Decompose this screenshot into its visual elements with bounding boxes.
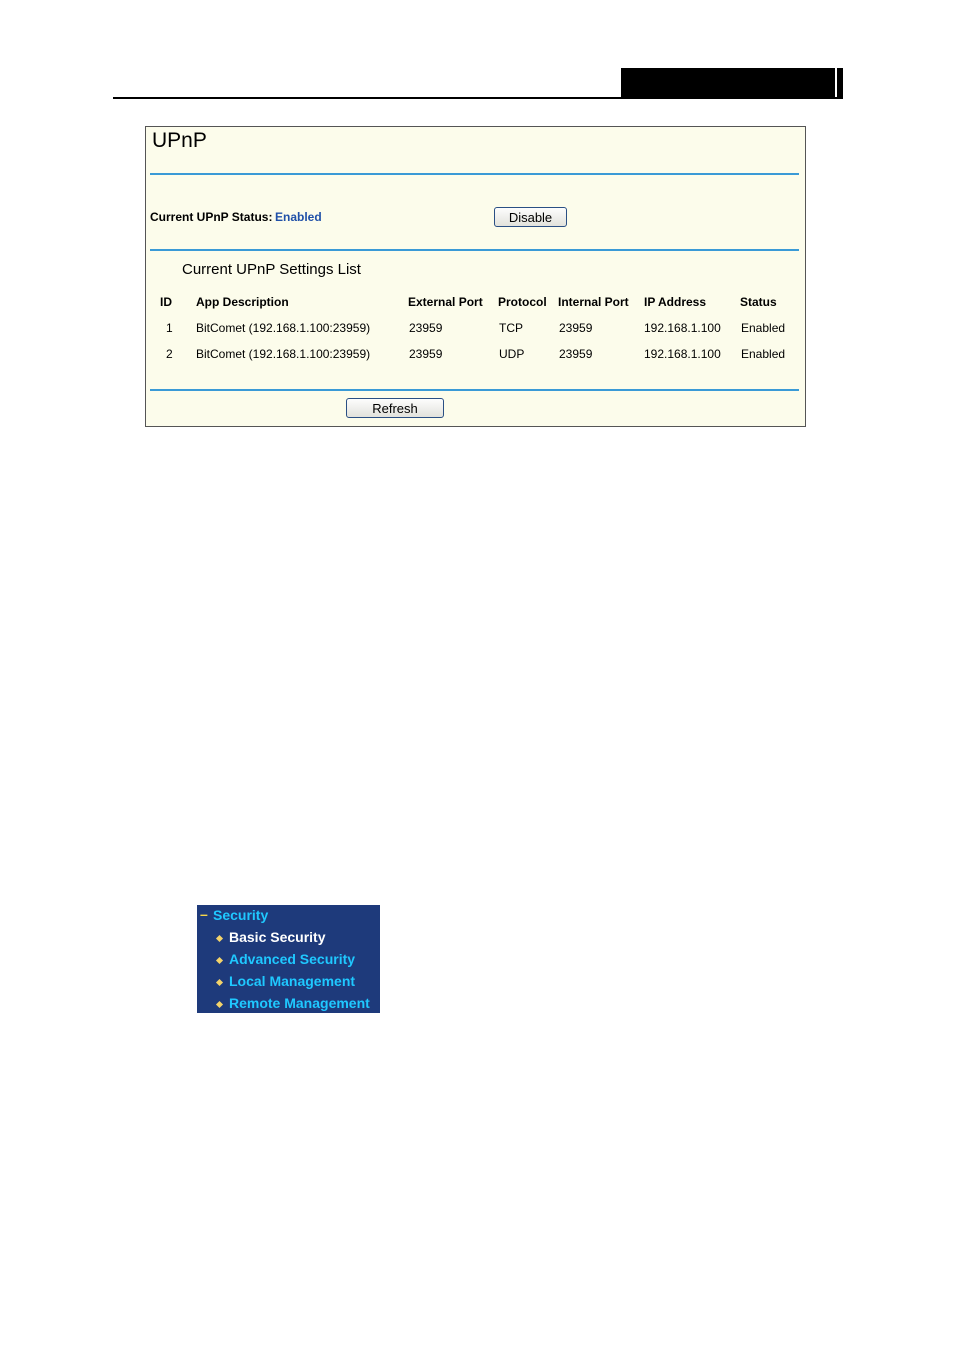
column-header-ip-address: IP Address bbox=[644, 295, 707, 309]
refresh-button[interactable]: Refresh bbox=[346, 398, 444, 418]
cell-protocol: TCP bbox=[499, 321, 523, 335]
upnp-status-value: Enabled bbox=[275, 210, 322, 224]
cell-app-description: BitComet (192.168.1.100:23959) bbox=[196, 321, 371, 335]
cell-internal-port: 23959 bbox=[559, 347, 593, 361]
header-rule bbox=[113, 97, 843, 99]
cell-id: 2 bbox=[166, 347, 173, 361]
cell-status: Enabled bbox=[741, 347, 786, 361]
disable-button[interactable]: Disable bbox=[494, 207, 567, 227]
header-black-bar bbox=[621, 68, 843, 99]
cell-internal-port: 23959 bbox=[559, 321, 593, 335]
menu-item-basic-security[interactable]: Basic Security bbox=[229, 929, 326, 945]
collapse-minus-icon[interactable]: – bbox=[200, 906, 208, 922]
cell-ip-address: 192.168.1.100 bbox=[644, 321, 721, 335]
cell-ip-address: 192.168.1.100 bbox=[644, 347, 721, 361]
upnp-panel bbox=[145, 126, 806, 427]
column-header-app-description: App Description bbox=[196, 295, 289, 309]
divider-bottom bbox=[150, 389, 799, 391]
column-header-external-port: External Port bbox=[408, 295, 483, 309]
cell-app-description: BitComet (192.168.1.100:23959) bbox=[196, 347, 371, 361]
cell-external-port: 23959 bbox=[409, 347, 443, 361]
bullet-diamond-icon bbox=[216, 957, 223, 964]
column-header-protocol: Protocol bbox=[498, 295, 547, 309]
page-title: UPnP bbox=[152, 129, 207, 152]
cell-status: Enabled bbox=[741, 321, 786, 335]
upnp-status-label: Current UPnP Status: bbox=[150, 210, 273, 224]
menu-item-advanced-security[interactable]: Advanced Security bbox=[229, 951, 356, 967]
menu-item-remote-management[interactable]: Remote Management bbox=[229, 995, 370, 1011]
cell-id: 1 bbox=[166, 321, 173, 335]
menu-section-security[interactable]: Security bbox=[213, 907, 269, 923]
divider-middle bbox=[150, 249, 799, 251]
divider-top bbox=[150, 173, 799, 175]
column-header-internal-port: Internal Port bbox=[558, 295, 629, 309]
cell-protocol: UDP bbox=[499, 347, 525, 361]
column-header-id: ID bbox=[160, 295, 172, 309]
settings-list-title: Current UPnP Settings List bbox=[182, 261, 361, 278]
cell-external-port: 23959 bbox=[409, 321, 443, 335]
column-header-status: Status bbox=[740, 295, 777, 309]
menu-item-local-management[interactable]: Local Management bbox=[229, 973, 356, 989]
bullet-diamond-icon bbox=[216, 979, 223, 986]
bullet-diamond-icon bbox=[216, 1001, 223, 1008]
header-bar-notch bbox=[835, 68, 837, 99]
security-menu bbox=[197, 905, 380, 1013]
bullet-diamond-icon bbox=[216, 935, 223, 942]
